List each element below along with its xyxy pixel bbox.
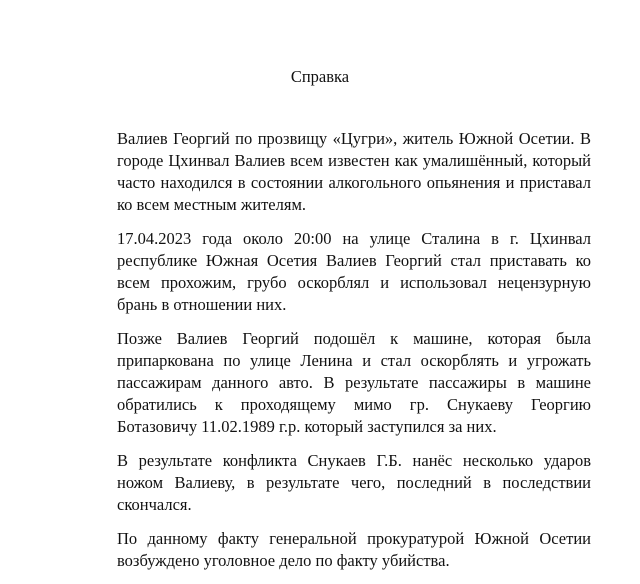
paragraph-2: 17.04.2023 года около 20:00 на улице Сталина в г. Цхинвал республике Южная Осетия Валиев Георгий стал приставать ко всем прохожим, грубо оскорблял и использовал нецензурную брань в отношении них.	[117, 229, 591, 314]
paragraph-5: По данному факту генеральной прокуратурой Южной Осетии возбуждено уголовное дело по факту убийства.	[117, 529, 591, 570]
document-title: Справка	[290, 67, 350, 86]
document-body	[117, 128, 591, 584]
paragraph-4: В результате конфликта Снукаев Г.Б. нанёс несколько ударов ножом Валиеву, в результате чего, последний в последствии скончался.	[117, 451, 591, 514]
paragraph-3: Позже Валиев Георгий подошёл к машине, которая была припаркована по улице Ленина и стал оскорблять и угрожать пассажирам данного авто. В результате пассажиры в машине обратились к проходящему мимо гр. Снукаеву Георгию Ботазовичу 11.02.1989 г.р. который заступился за них.	[117, 329, 591, 436]
paragraph-1: Валиев Георгий по прозвищу «Цугри», житель Южной Осетии. В городе Цхинвал Валиев всем известен как умалишённый, который часто находился в состоянии алкогольного опьянения и приставал ко всем местным жителям.	[117, 129, 591, 214]
